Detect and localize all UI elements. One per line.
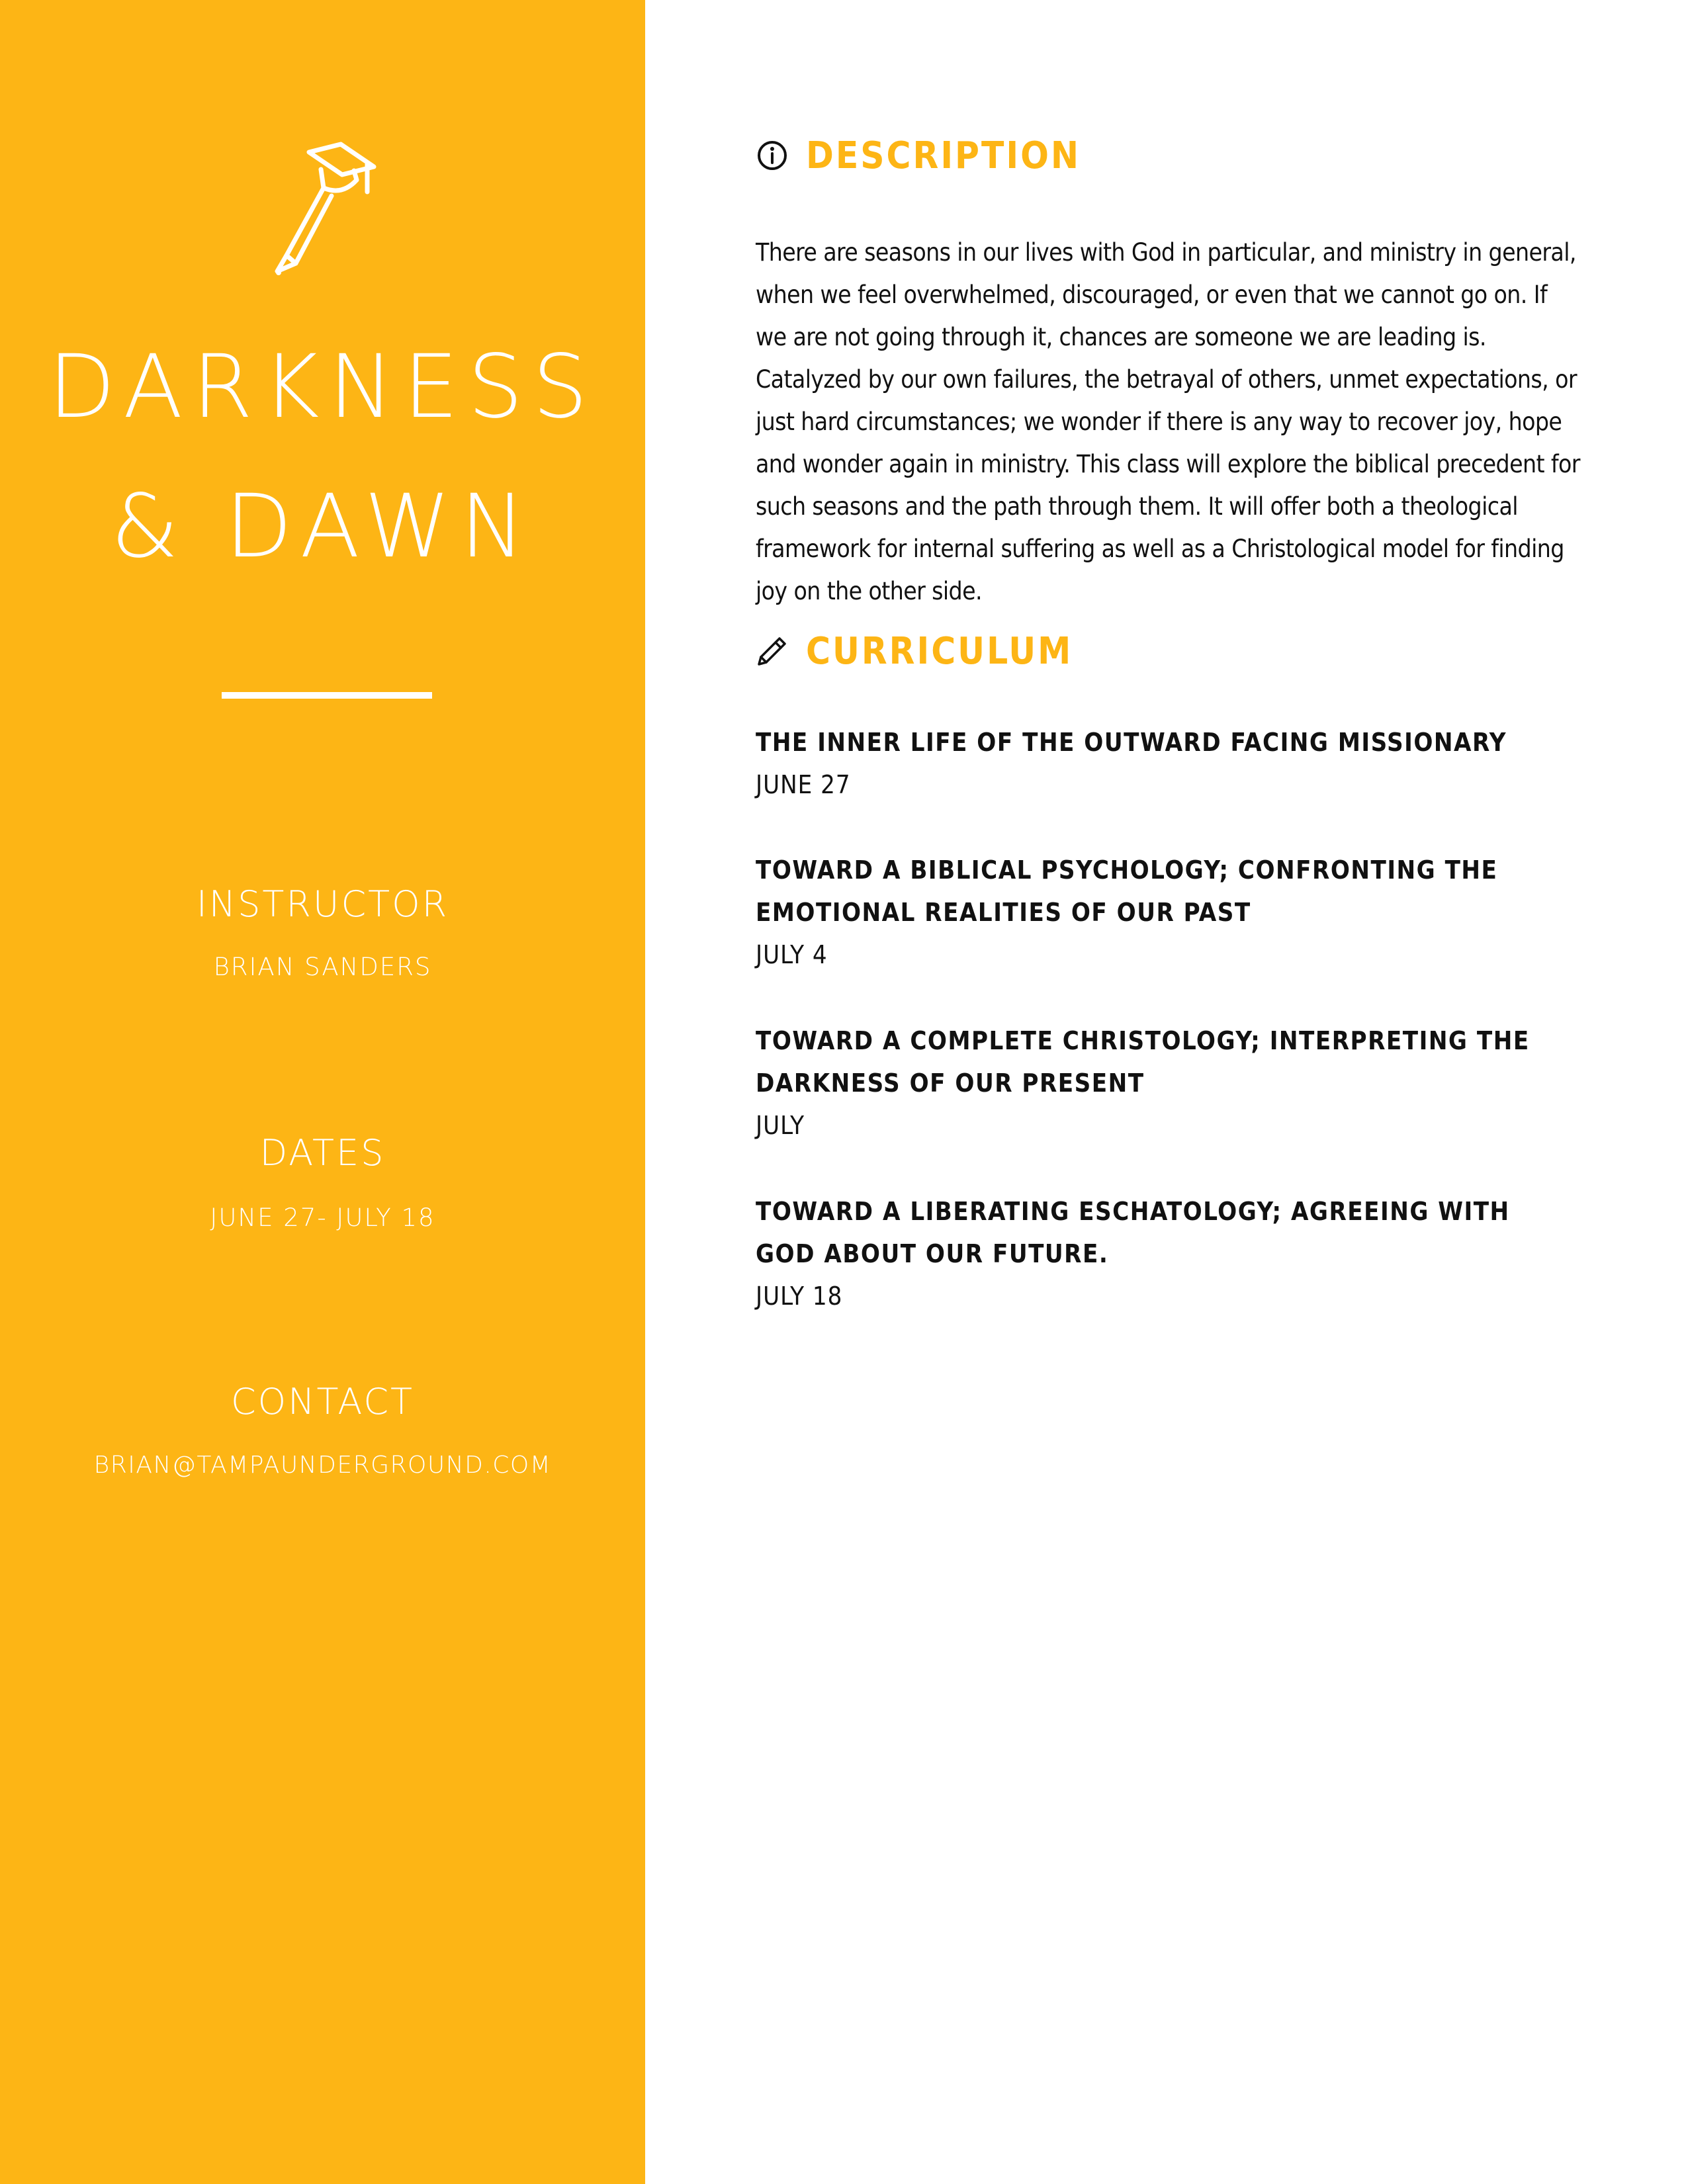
curriculum-item (756, 849, 1576, 976)
title-divider (222, 692, 432, 699)
curriculum-item-date: JUNE 27 (756, 770, 851, 799)
contact-label: CONTACT (230, 1381, 415, 1422)
curriculum-item (756, 1020, 1576, 1147)
curriculum-item-title: TOWARD A LIBERATING ESCHATOLOGY; AGREEING WITH GOD ABOUT OUR FUTURE. (756, 1197, 1510, 1268)
curriculum-heading-text: CURRICULUM (806, 629, 1073, 673)
dates-label: DATES (259, 1132, 386, 1174)
dates-value: JUNE 27- JULY 18 (210, 1203, 435, 1232)
curriculum-item-date: JULY (756, 1111, 805, 1140)
graduation-cap-pencil-icon (268, 139, 380, 278)
course-title-line-1: DARKNESS (48, 336, 598, 438)
sidebar (0, 0, 645, 2184)
description-body: There are seasons in our lives with God in particular, and ministry in general, when we feel overwhelmed, discouraged, or even that we cannot go on. If we are not going through it, chances are someone we are leading is. Catalyzed by our own failures, the betrayal of others, unmet expectations, or just hard circumstances; we wonder if there is any way to recover joy, hope and wonder again in ministry. This class will explore the biblical precedent for such seasons and the path through them. It will offer both a theological framework for internal suffering as well as a Christological model for finding joy on the other side. (756, 238, 1580, 605)
curriculum-item-title: TOWARD A BIBLICAL PSYCHOLOGY; CONFRONTING THE EMOTIONAL REALITIES OF OUR PAST (756, 855, 1498, 927)
curriculum-item-date: JULY 4 (756, 940, 828, 969)
course-title-line-2: & DAWN (111, 476, 535, 578)
curriculum-item-title: TOWARD A COMPLETE CHRISTOLOGY; INTERPRETING THE DARKNESS OF OUR PRESENT (756, 1026, 1530, 1098)
description-heading-text: DESCRIPTION (806, 134, 1081, 177)
instructor-name: BRIAN SANDERS (213, 953, 432, 981)
curriculum-item-date: JULY 18 (756, 1282, 843, 1311)
curriculum-item (756, 721, 1576, 806)
info-circle-icon (756, 139, 789, 172)
instructor-label: INSTRUCTOR (196, 883, 449, 925)
description-heading (756, 129, 1081, 182)
contact-email: BRIAN@TAMPAUNDERGROUND.COM (93, 1452, 552, 1479)
curriculum-item (756, 1190, 1576, 1317)
pencil-icon (756, 634, 789, 668)
curriculum-heading (756, 625, 1073, 677)
curriculum-item-title: THE INNER LIFE OF THE OUTWARD FACING MISSIONARY (756, 728, 1507, 757)
